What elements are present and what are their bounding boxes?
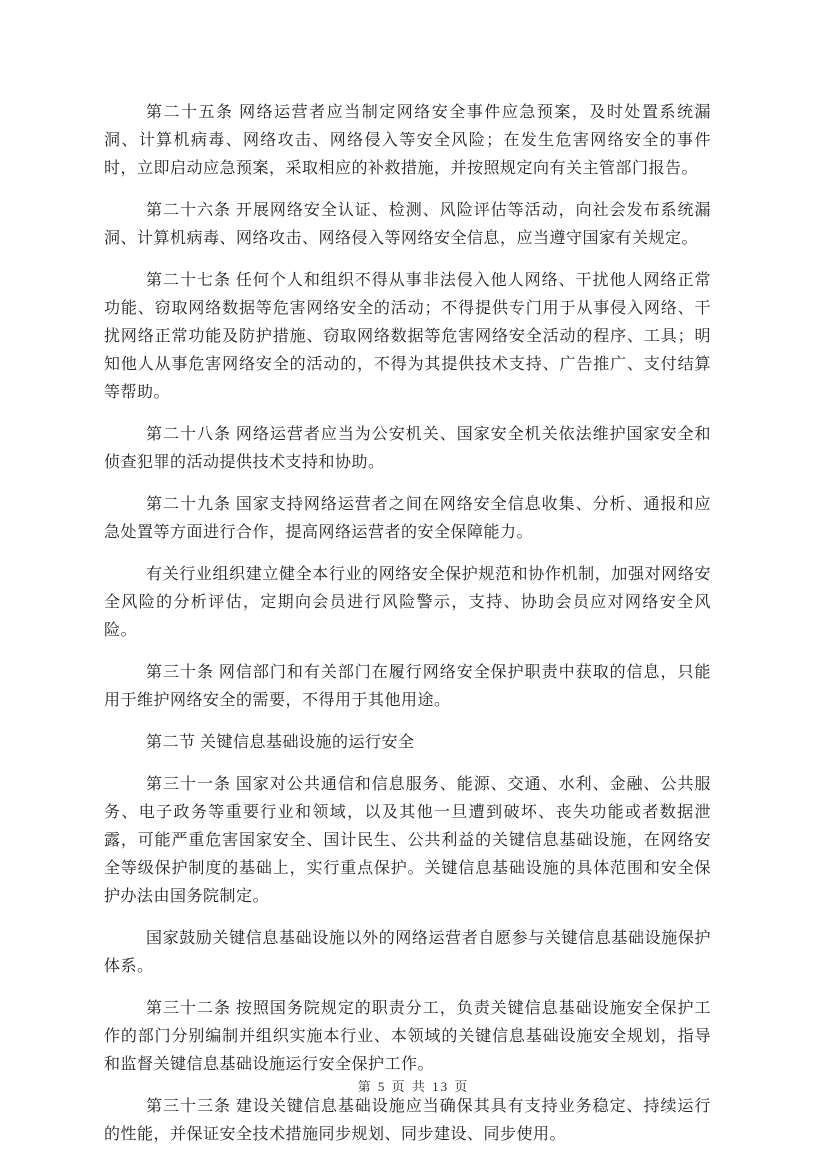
paragraph-article-26: 第二十六条 开展网络安全认证、检测、风险评估等活动，向社会发布系统漏洞、计算机病毒、网络攻击、网络侵入等网络安全信息，应当遵守国家有关规定。 bbox=[104, 202, 711, 247]
page-number-footer: 第 5 页 共 13 页 bbox=[357, 1079, 470, 1094]
paragraph-article-31-2: 国家鼓励关键信息基础设施以外的网络运营者自愿参与关键信息基础设施保护体系。 bbox=[104, 930, 711, 975]
paragraph-article-30: 第三十条 网信部门和有关部门在履行网络安全保护职责中获取的信息，只能用于维护网络安全的需要，不得用于其他用途。 bbox=[104, 664, 711, 709]
document-page-body bbox=[104, 99, 711, 1163]
paragraph-article-31: 第三十一条 国家对公共通信和信息服务、能源、交通、水利、金融、公共服务、电子政务等重要行业和领域，以及其他一旦遭到破坏、丧失功能或者数据泄露，可能严重危害国家安全、国计民生、公共利益的关键信息基础设施，在网络安全等级保护制度的基础上，实行重点保护。关键信息基础设施的具体范围和安全保护办法由国务院制定。 bbox=[104, 776, 711, 905]
section-2-heading: 第二节 关键信息基础设施的运行安全 bbox=[146, 734, 415, 751]
paragraph-article-32: 第三十二条 按照国务院规定的职责分工，负责关键信息基础设施安全保护工作的部门分别编制并组织实施本行业、本领域的关键信息基础设施安全规划，指导和监督关键信息基础设施运行安全保护工作。 bbox=[104, 1000, 711, 1073]
paragraph-article-29-2: 有关行业组织建立健全本行业的网络安全保护规范和协作机制，加强对网络安全风险的分析评估，定期向会员进行风险警示，支持、协助会员应对网络安全风险。 bbox=[104, 566, 711, 639]
paragraph-article-33: 第三十三条 建设关键信息基础设施应当确保其具有支持业务稳定、持续运行的性能，并保证安全技术措施同步规划、同步建设、同步使用。 bbox=[104, 1098, 711, 1143]
paragraph-article-27: 第二十七条 任何个人和组织不得从事非法侵入他人网络、干扰他人网络正常功能、窃取网络数据等危害网络安全的活动；不得提供专门用于从事侵入网络、干扰网络正常功能及防护措施、窃取网络数据等危害网络安全活动的程序、工具；明知他人从事危害网络安全的活动的，不得为其提供技术支持、广告推广、支付结算等帮助。 bbox=[104, 272, 711, 401]
paragraph-article-25: 第二十五条 网络运营者应当制定网络安全事件应急预案，及时处置系统漏洞、计算机病毒、网络攻击、网络侵入等安全风险；在发生危害网络安全的事件时，立即启动应急预案，采取相应的补救措施，并按照规定向有关主管部门报告。 bbox=[104, 104, 711, 177]
paragraph-article-28: 第二十八条 网络运营者应当为公安机关、国家安全机关依法维护国家安全和侦查犯罪的活动提供技术支持和协助。 bbox=[104, 426, 711, 471]
paragraph-article-29: 第二十九条 国家支持网络运营者之间在网络安全信息收集、分析、通报和应急处置等方面进行合作，提高网络运营者的安全保障能力。 bbox=[104, 496, 711, 541]
